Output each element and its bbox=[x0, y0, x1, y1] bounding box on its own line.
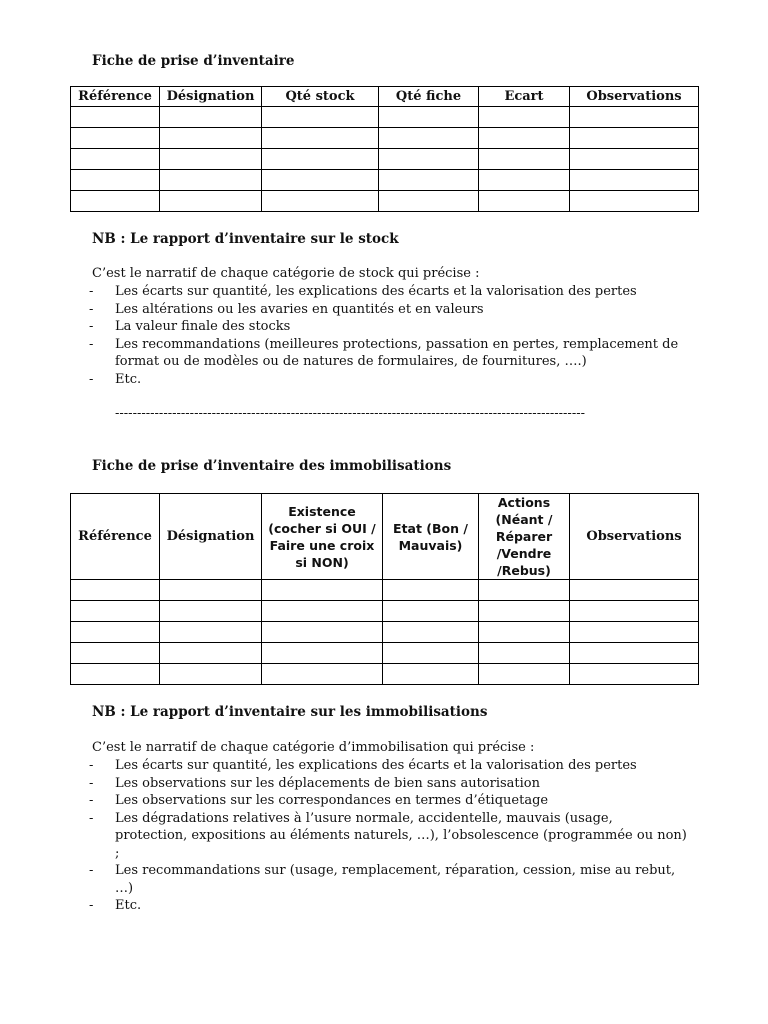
bullet-dash: - bbox=[89, 758, 94, 773]
table-cell[interactable] bbox=[262, 170, 379, 191]
table-cell[interactable] bbox=[379, 107, 479, 128]
table-row bbox=[71, 149, 699, 170]
col-actions: Actions (Néant / Réparer /Vendre /Rebus) bbox=[479, 494, 570, 580]
bullet-dash: - bbox=[89, 793, 94, 808]
list-item: - Les altérations ou les avaries en quantités et en valeurs bbox=[89, 301, 484, 317]
fixed-assets-report-intro: C’est le narratif de chaque catégorie d’immobilisation qui précise : bbox=[92, 740, 535, 755]
col-ecart: Ecart bbox=[479, 87, 570, 107]
fixed-assets-report-heading: NB : Le rapport d’inventaire sur les immobilisations bbox=[92, 704, 488, 720]
table-cell[interactable] bbox=[379, 191, 479, 212]
table-cell[interactable] bbox=[383, 580, 479, 601]
table-cell[interactable] bbox=[262, 580, 383, 601]
table-row bbox=[71, 580, 699, 601]
table-cell[interactable] bbox=[262, 149, 379, 170]
bullet-dash: - bbox=[89, 810, 94, 826]
table-header-row bbox=[71, 494, 699, 580]
table-cell[interactable] bbox=[160, 643, 262, 664]
bullet-dash: - bbox=[89, 284, 94, 299]
bullet-dash: - bbox=[89, 301, 94, 317]
col-reference: Référence bbox=[71, 494, 160, 580]
inventory-table bbox=[70, 86, 699, 212]
table-cell[interactable] bbox=[570, 643, 699, 664]
table-cell[interactable] bbox=[383, 664, 479, 685]
col-designation: Désignation bbox=[160, 494, 262, 580]
table-row bbox=[71, 107, 699, 128]
table-header-row bbox=[71, 87, 699, 107]
col-designation: Désignation bbox=[160, 87, 262, 107]
table-cell[interactable] bbox=[479, 601, 570, 622]
table-cell[interactable] bbox=[262, 601, 383, 622]
table-cell[interactable] bbox=[479, 580, 570, 601]
table-cell[interactable] bbox=[570, 601, 699, 622]
col-qte-stock: Qté stock bbox=[262, 87, 379, 107]
table-row bbox=[71, 601, 699, 622]
table-cell[interactable] bbox=[570, 149, 699, 170]
bullet-dash: - bbox=[89, 898, 94, 913]
table-row bbox=[71, 170, 699, 191]
dashed-separator: ----------------------------------------------------------------------------------------------------------- bbox=[115, 406, 586, 421]
col-observations: Observations bbox=[570, 87, 699, 107]
table-cell[interactable] bbox=[262, 107, 379, 128]
fixed-assets-table bbox=[70, 493, 699, 685]
table-cell[interactable] bbox=[160, 107, 262, 128]
fixed-assets-sheet-title: Fiche de prise d’inventaire des immobilisations bbox=[92, 458, 452, 474]
list-item: - Les recommandations sur (usage, remplacement, réparation, cession, mise au rebut, …) bbox=[89, 863, 676, 896]
table-cell[interactable] bbox=[160, 170, 262, 191]
table-row bbox=[71, 191, 699, 212]
bullet-dash: - bbox=[89, 775, 94, 791]
col-qte-fiche: Qté fiche bbox=[379, 87, 479, 107]
stock-report-heading: NB : Le rapport d’inventaire sur le stock bbox=[92, 231, 399, 247]
table-cell[interactable] bbox=[71, 601, 160, 622]
list-item: - La valeur finale des stocks bbox=[89, 319, 291, 334]
bullet-dash: - bbox=[89, 371, 94, 387]
table-cell[interactable] bbox=[379, 128, 479, 149]
table-cell[interactable] bbox=[71, 170, 160, 191]
table-cell[interactable] bbox=[479, 170, 570, 191]
bullet-dash: - bbox=[89, 319, 94, 334]
list-item: - Les écarts sur quantité, les explications des écarts et la valorisation des pertes bbox=[89, 284, 637, 299]
table-cell[interactable] bbox=[262, 664, 383, 685]
table-cell[interactable] bbox=[383, 643, 479, 664]
table-row bbox=[71, 643, 699, 664]
table-cell[interactable] bbox=[160, 191, 262, 212]
table-cell[interactable] bbox=[570, 622, 699, 643]
table-cell[interactable] bbox=[160, 601, 262, 622]
table-cell[interactable] bbox=[160, 664, 262, 685]
table-cell[interactable] bbox=[383, 601, 479, 622]
table-cell[interactable] bbox=[379, 149, 479, 170]
table-cell[interactable] bbox=[570, 191, 699, 212]
fixed-assets-report-list bbox=[89, 757, 689, 915]
table-cell[interactable] bbox=[71, 643, 160, 664]
col-etat: Etat (Bon / Mauvais) bbox=[383, 494, 479, 580]
table-cell[interactable] bbox=[479, 149, 570, 170]
table-cell[interactable] bbox=[71, 580, 160, 601]
table-cell[interactable] bbox=[479, 191, 570, 212]
table-cell[interactable] bbox=[383, 622, 479, 643]
table-cell[interactable] bbox=[379, 170, 479, 191]
table-cell[interactable] bbox=[262, 128, 379, 149]
table-cell[interactable] bbox=[71, 149, 160, 170]
table-cell[interactable] bbox=[262, 191, 379, 212]
list-item: - Les observations sur les correspondances en termes d’étiquetage bbox=[89, 793, 549, 808]
table-row bbox=[71, 622, 699, 643]
table-cell[interactable] bbox=[262, 643, 383, 664]
table-cell[interactable] bbox=[160, 128, 262, 149]
table-cell[interactable] bbox=[479, 643, 570, 664]
table-cell[interactable] bbox=[479, 622, 570, 643]
stock-report-list bbox=[89, 283, 689, 388]
table-cell[interactable] bbox=[479, 107, 570, 128]
table-cell[interactable] bbox=[570, 580, 699, 601]
table-cell[interactable] bbox=[570, 107, 699, 128]
stock-report-intro: C’est le narratif de chaque catégorie de stock qui précise : bbox=[92, 266, 480, 281]
table-cell[interactable] bbox=[570, 128, 699, 149]
table-cell[interactable] bbox=[160, 580, 262, 601]
table-cell[interactable] bbox=[71, 622, 160, 643]
table-cell[interactable] bbox=[570, 170, 699, 191]
list-item: - Les recommandations (meilleures protections, passation en pertes, remplacement de format ou de modèles ou de natures de formulaires, de fournitures, ….) bbox=[89, 336, 679, 369]
col-reference: Référence bbox=[71, 87, 160, 107]
list-item: - Les écarts sur quantité, les explications des écarts et la valorisation des pertes bbox=[89, 758, 637, 773]
table-cell[interactable] bbox=[262, 622, 383, 643]
list-item: - Les dégradations relatives à l’usure normale, accidentelle, mauvais (usage, protection, expositions au éléments naturels, …), l’obsolescence (programmée ou non) ; bbox=[89, 810, 687, 861]
table-cell[interactable] bbox=[570, 664, 699, 685]
col-existence: Existence (cocher si OUI / Faire une croix si NON) bbox=[262, 494, 383, 580]
table-cell[interactable] bbox=[479, 128, 570, 149]
bullet-dash: - bbox=[89, 863, 94, 878]
table-cell[interactable] bbox=[160, 622, 262, 643]
table-cell[interactable] bbox=[71, 107, 160, 128]
table-cell[interactable] bbox=[71, 191, 160, 212]
table-cell[interactable] bbox=[479, 664, 570, 685]
table-cell[interactable] bbox=[71, 664, 160, 685]
bullet-dash: - bbox=[89, 336, 94, 352]
table-cell[interactable] bbox=[71, 128, 160, 149]
list-item: - Etc. bbox=[89, 371, 142, 387]
table-row bbox=[71, 664, 699, 685]
inventory-sheet-title: Fiche de prise d’inventaire bbox=[92, 53, 295, 69]
table-row bbox=[71, 128, 699, 149]
table-cell[interactable] bbox=[160, 149, 262, 170]
list-item: - Etc. bbox=[89, 898, 142, 913]
list-item: - Les observations sur les déplacements de bien sans autorisation bbox=[89, 775, 540, 791]
col-observations: Observations bbox=[570, 494, 699, 580]
